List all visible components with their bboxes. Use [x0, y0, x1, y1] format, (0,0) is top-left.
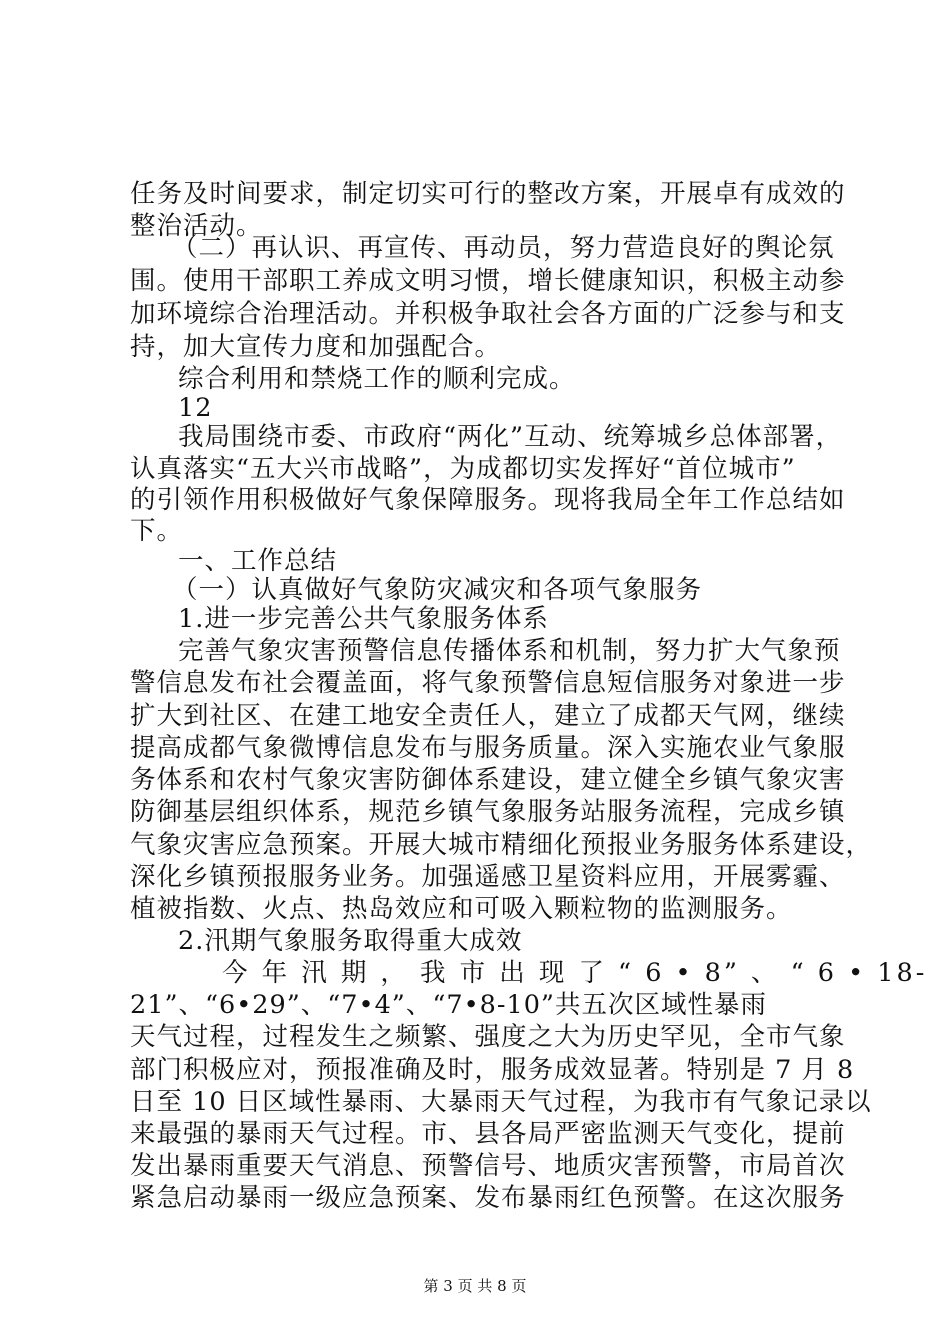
section-heading: 一、工作总结	[178, 546, 338, 576]
paragraph-line: 今 年 汛 期 ， 我 市 出 现 了 “ 6 • 8” 、 “ 6 • 18-	[222, 958, 928, 988]
text-line: 的引领作用积极做好气象保障服务。现将我局全年工作总结如	[130, 485, 846, 515]
paragraph-line: 综合利用和禁烧工作的顺利完成。	[178, 364, 576, 394]
item-heading: 2.汛期气象服务取得重大成效	[178, 926, 523, 956]
paragraph-line: 我局围绕市委、市政府“两化”互动、统筹城乡总体部署，	[178, 422, 843, 452]
page-number-footer: 第 3 页 共 8 页	[423, 1277, 527, 1295]
text-line: 来最强的暴雨天气过程。市、县各局严密监测天气变化，提前	[130, 1119, 846, 1149]
text-line: 警信息发布社会覆盖面，将气象预警信息短信服务对象进一步	[130, 668, 846, 698]
text-line: 紧急启动暴雨一级应急预案、发布暴雨红色预警。在这次服务	[130, 1183, 846, 1213]
paragraph-line: （二）再认识、再宣传、再动员，努力营造良好的舆论氛	[172, 233, 835, 263]
paragraph-line: 完善气象灾害预警信息传播体系和机制，努力扩大气象预	[178, 636, 841, 666]
text-line: 气象灾害应急预案。开展大城市精细化预报业务服务体系建设，	[130, 830, 873, 860]
text-line: 务体系和农村气象灾害防御体系建设，建立健全乡镇气象灾害	[130, 765, 846, 795]
text-line: 加环境综合治理活动。并积极争取社会各方面的广泛参与和支	[130, 299, 846, 329]
text-line: 持，加大宣传力度和加强配合。	[130, 332, 502, 362]
text-line: 围。使用干部职工养成文明习惯，增长健康知识，积极主动参	[130, 266, 846, 296]
text-line: 扩大到社区、在建工地安全责任人，建立了成都天气网，继续	[130, 701, 846, 731]
text-line: 植被指数、火点、热岛效应和可吸入颗粒物的监测服务。	[130, 894, 793, 924]
text-line: 下。	[130, 516, 184, 546]
text-line: 天气过程，过程发生之频繁、强度之大为历史罕见，全市气象	[130, 1022, 846, 1052]
text-line: 发出暴雨重要天气消息、预警信号、地质灾害预警，市局首次	[130, 1151, 846, 1181]
text-line: 日至 10 日区域性暴雨、大暴雨天气过程，为我市有气象记录以	[130, 1087, 872, 1117]
text-line: 认真落实“五大兴市战略”，为成都切实发挥好“首位城市”	[130, 454, 796, 484]
text-line: 部门积极应对，预报准确及时，服务成效显著。特别是 7 月 8	[130, 1055, 855, 1085]
paragraph-line: 12	[178, 393, 213, 423]
item-heading: 1.进一步完善公共气象服务体系	[178, 604, 549, 634]
text-line: 深化乡镇预报服务业务。加强遥感卫星资料应用，开展雾霾、	[130, 862, 846, 892]
text-line: 任务及时间要求，制定切实可行的整改方案，开展卓有成效的	[130, 179, 846, 209]
text-line: 防御基层组织体系，规范乡镇气象服务站服务流程，完成乡镇	[130, 797, 846, 827]
text-line: 提高成都气象微博信息发布与服务质量。深入实施农业气象服	[130, 733, 846, 763]
text-line: 整治活动。	[130, 211, 263, 241]
text-line: 21”、“6•29”、“7•4”、“7•8-10”共五次区域性暴雨	[130, 990, 767, 1020]
subsection-heading: （一）认真做好气象防灾减灾和各项气象服务	[172, 575, 703, 605]
